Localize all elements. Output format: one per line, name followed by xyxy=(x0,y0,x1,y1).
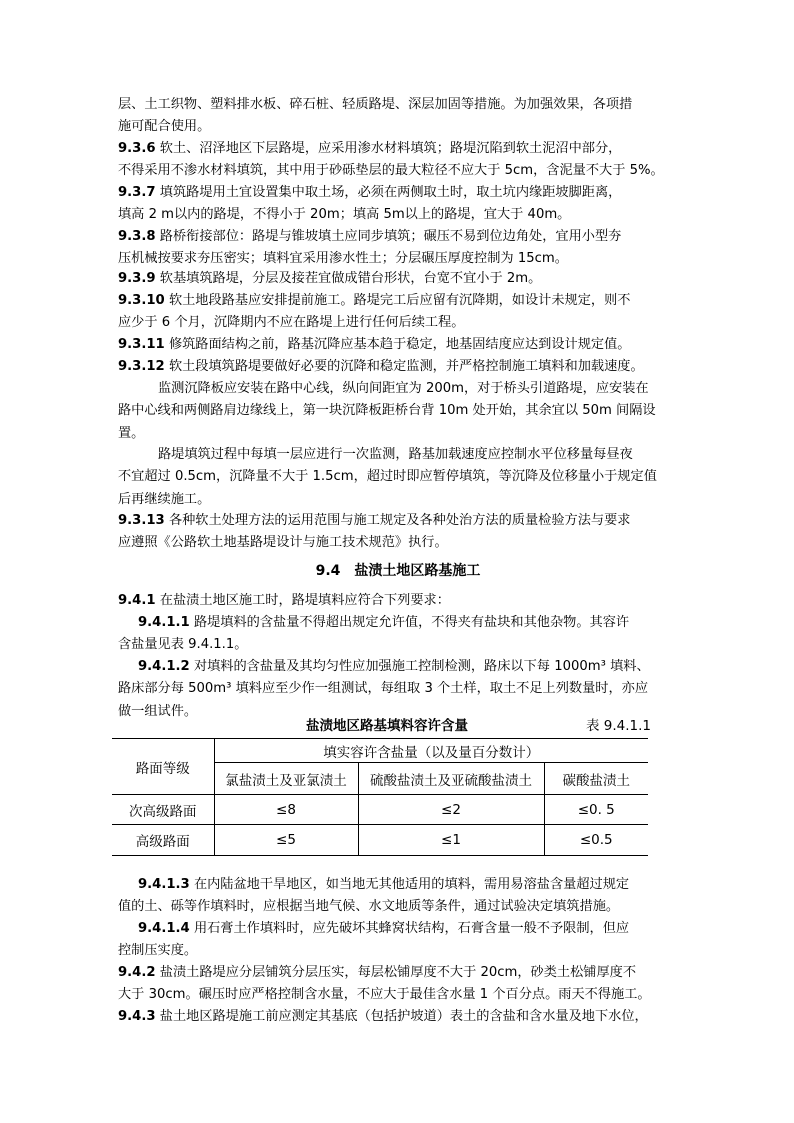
value-cell: ≤8 xyxy=(214,795,358,825)
clause-number: 9.4.1 xyxy=(118,593,156,608)
clause-number: 9.3.11 xyxy=(118,337,165,352)
clause-number: 9.3.7 xyxy=(118,185,156,200)
value-cell: ≤0.5 xyxy=(544,825,648,856)
clause-9-3-10: 9.3.10 软土地段路基应安排提前施工。路堤完工后应留有沉降期，如设计未规定，则不 应少于 6 个月，沉降期内不应在路堤上进行任何后续工程。 xyxy=(118,293,631,331)
clause-9-4-1-1: 9.4.1.1 路堤填料的含盐量不得超出规定允许值，不得夹有盐块和其他杂物。其容许 含盐量见表 9.4.1.1。 xyxy=(118,615,630,653)
clause-number: 9.4.1.4 xyxy=(138,921,190,936)
grade-cell: 次高级路面 xyxy=(112,795,214,825)
paragraph-fill-monitoring: 路堤填筑过程中每填一层应进行一次监测，路基加载速度应控制水平位移量每昼夜 不宜超过 0.5cm，沉降量不大于 1.5cm，超过时即应暂停填筑，等沉降及位移量小于规定值 后再继续施工。 xyxy=(118,447,657,507)
clause-9-4-2: 9.4.2 盐渍土路堤应分层铺筑分层压实，每层松铺厚度不大于 20cm，砂类土松铺厚度不 大于 30cm。碾压时应严格控制含水量，不应大于最佳含水量 1 个百分点。雨天不得施工。 xyxy=(118,965,651,1003)
clause-number: 9.4.1.2 xyxy=(138,659,190,674)
table-number: 表 9.4.1.1 xyxy=(586,718,652,734)
value-cell: ≤1 xyxy=(358,825,544,856)
clause-number: 9.3.13 xyxy=(118,513,165,528)
value-cell: ≤0. 5 xyxy=(544,795,648,825)
value-cell: ≤5 xyxy=(214,825,358,856)
clause-number: 9.3.8 xyxy=(118,229,156,244)
clause-9-3-9: 9.3.9 软基填筑路堤，分层及接茬宜做成错台形状，台宽不宜小于 2m。 xyxy=(118,271,542,286)
salt-content-table xyxy=(112,738,648,856)
clause-9-3-13: 9.3.13 各种软土处理方法的运用范围与施工规定及各种处治方法的质量检验方法与要求 应遵照《公路软土地基路堤设计与施工技术规范》执行。 xyxy=(118,513,631,551)
clause-number: 9.4.1.3 xyxy=(138,877,190,892)
table-row xyxy=(112,825,648,856)
value-cell: ≤2 xyxy=(358,795,544,825)
clause-number: 9.3.10 xyxy=(118,293,165,308)
clause-9-4-1-2: 9.4.1.2 对填料的含盐量及其均匀性应加强施工控制检测，路床以下每 1000m³ 填料、 路床部分每 500m³ 填料应至少作一组测试，每组取 3 个土样，取土不足上列数量时，亦应 做一组试件。 xyxy=(118,659,650,719)
grade-cell: 高级路面 xyxy=(112,825,214,856)
row-header-cell: 路面等级 xyxy=(112,739,214,795)
table-title: 盐渍地区路基填料容许含量 xyxy=(306,718,468,734)
clause-number: 9.3.6 xyxy=(118,141,156,156)
clause-number: 9.4.3 xyxy=(118,1009,156,1024)
group-header-cell: 填实容许含盐量（以及量百分数计） xyxy=(214,739,648,763)
paragraph-monitoring: 监测沉降板应安装在路中心线，纵向间距宜为 200m，对于桥头引道路堤，应安装在 路中心线和两侧路肩边缘线上，第一块沉降板距桥台背 10m 处开始，其余宜以 50m 间隔设 置。 xyxy=(118,381,656,441)
clause-number: 9.4.2 xyxy=(118,965,156,980)
column-header: 硫酸盐渍土及亚硫酸盐渍土 xyxy=(358,763,544,795)
clause-9-3-6: 9.3.6 软土、沼泽地区下层路堤，应采用渗水材料填筑；路堤沉陷到软土泥沼中部分， 不得采用不渗水材料填筑，其中用于砂砾垫层的最大粒径不应大于 5cm，含泥量不大于 5%。 xyxy=(118,141,664,179)
clause-9-4-1-3: 9.4.1.3 在内陆盆地干旱地区，如当地无其他适用的填料，需用易溶盐含量超过规定 值的土、砾等作填料时，应根据当地气候、水文地质等条件，通过试验决定填筑措施。 xyxy=(118,877,630,915)
clause-9-4-1: 9.4.1 在盐渍土地区施工时，路堤填料应符合下列要求： xyxy=(118,593,450,608)
clause-number: 9.3.9 xyxy=(118,271,156,286)
section-title: 9.4 盐渍土地区路基施工 xyxy=(315,563,481,579)
clause-9-4-3: 9.4.3 盐土地区路堤施工前应测定其基底（包括护坡道）表土的含盐和含水量及地下水位， xyxy=(118,1009,648,1024)
clause-9-3-8: 9.3.8 路桥衔接部位：路堤与锥坡填土应同步填筑；碾压不易到位边角处，宜用小型夯 压机械按要求夯压密实；填料宜采用渗水性土；分层碾压厚度控制为 15cm。 xyxy=(118,229,622,267)
paragraph-continuation: 层、土工织物、塑料排水板、碎石桩、轻质路堤、深层加固等措施。为加强效果，各项措 施可配合使用。 xyxy=(118,97,633,135)
column-header: 氯盐渍土及亚氯渍土 xyxy=(214,763,358,795)
clause-9-3-7: 9.3.7 填筑路堤用土宜设置集中取土场，必须在两侧取土时，取土坑内缘距坡脚距离， 填高 2 m以内的路堤，不得小于 20m；填高 5m以上的路堤，宜大于 40m。 xyxy=(118,185,622,223)
clause-9-3-12: 9.3.12 软土段填筑路堤要做好必要的沉降和稳定监测，并严格控制施工填料和加载速度。 xyxy=(118,359,644,374)
clause-number: 9.4.1.1 xyxy=(138,615,190,630)
clause-9-3-11: 9.3.11 修筑路面结构之前，路基沉降应基本趋于稳定，地基固结度应达到设计规定值。 xyxy=(118,337,631,352)
clause-number: 9.3.12 xyxy=(118,359,165,374)
clause-9-4-1-4: 9.4.1.4 用石膏土作填料时，应先破坏其蜂窝状结构，石膏含量一般不予限制，但应 控制压实度。 xyxy=(118,921,630,959)
table-row xyxy=(112,795,648,825)
column-header: 碳酸盐渍土 xyxy=(544,763,648,795)
